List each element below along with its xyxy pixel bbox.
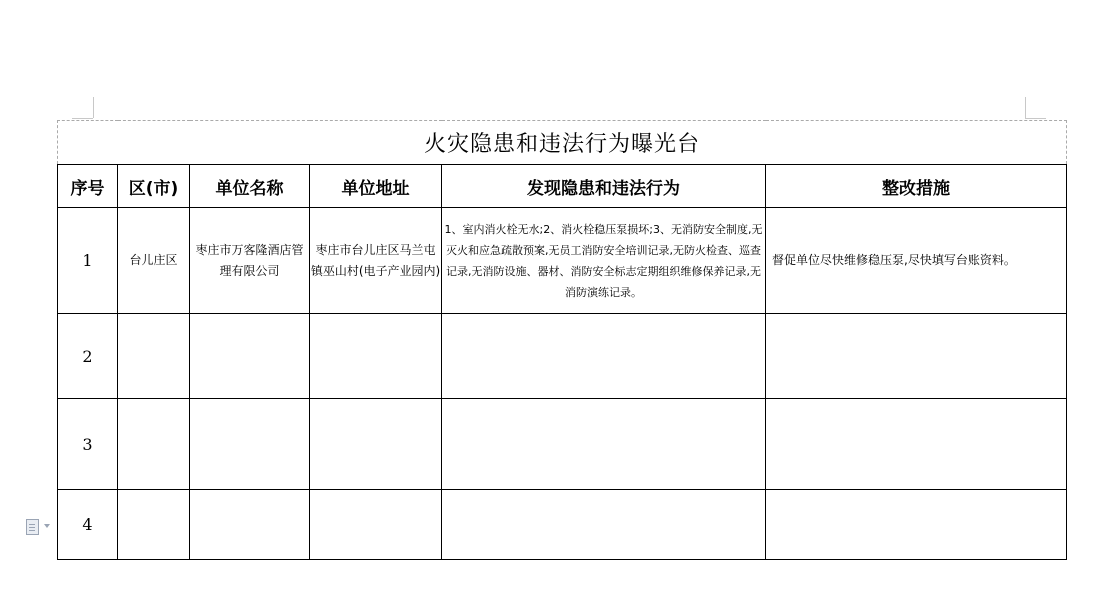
cell-unit-name (190, 399, 310, 490)
cell-findings (442, 399, 766, 490)
cell-unit-address: 枣庄市台儿庄区马兰屯镇巫山村(电子产业园内) (310, 208, 442, 314)
header-unit-name: 单位名称 (190, 165, 310, 208)
table-row (58, 314, 1067, 399)
table-title: 火灾隐患和违法行为曝光台 (58, 121, 1067, 165)
cell-seq: 1 (58, 208, 118, 314)
margin-mark-top-left (93, 97, 94, 118)
margin-mark-top-right (1025, 97, 1026, 118)
cell-unit-name: 枣庄市万客隆酒店管理有限公司 (190, 208, 310, 314)
cell-seq: 4 (58, 490, 118, 560)
cell-measures (766, 399, 1067, 490)
cell-findings (442, 490, 766, 560)
cell-seq: 2 (58, 314, 118, 399)
cell-findings: 1、室内消火栓无水;2、消火栓稳压泵损坏;3、无消防安全制度,无灭火和应急疏散预案,无员工消防安全培训记录,无防火检查、巡查记录,无消防设施、器材、消防安全标志定期组织维修保养记录,无消防演练记录。 (442, 208, 766, 314)
table-row (58, 208, 1067, 314)
cell-measures (766, 314, 1067, 399)
cell-unit-name (190, 490, 310, 560)
cell-unit-name (190, 314, 310, 399)
margin-mark-top-right-h (1025, 118, 1046, 119)
cell-measures: 督促单位尽快维修稳压泵,尽快填写台账资料。 (766, 208, 1067, 314)
table-row (58, 399, 1067, 490)
chevron-down-icon (44, 524, 50, 528)
cell-unit-address (310, 490, 442, 560)
header-district: 区(市) (118, 165, 190, 208)
cell-measures (766, 490, 1067, 560)
document-icon (26, 519, 39, 535)
header-measures: 整改措施 (766, 165, 1067, 208)
cell-unit-address (310, 399, 442, 490)
margin-mark-top-left-h (72, 118, 93, 119)
exposure-table (57, 120, 1067, 560)
cell-district: 台儿庄区 (118, 208, 190, 314)
header-findings: 发现隐患和违法行为 (442, 165, 766, 208)
table-row (58, 490, 1067, 560)
header-seq: 序号 (58, 165, 118, 208)
cell-unit-address (310, 314, 442, 399)
cell-seq: 3 (58, 399, 118, 490)
cell-district (118, 490, 190, 560)
header-unit-address: 单位地址 (310, 165, 442, 208)
cell-district (118, 399, 190, 490)
paste-options-button[interactable] (26, 519, 54, 535)
header-row (58, 165, 1067, 208)
cell-findings (442, 314, 766, 399)
cell-district (118, 314, 190, 399)
